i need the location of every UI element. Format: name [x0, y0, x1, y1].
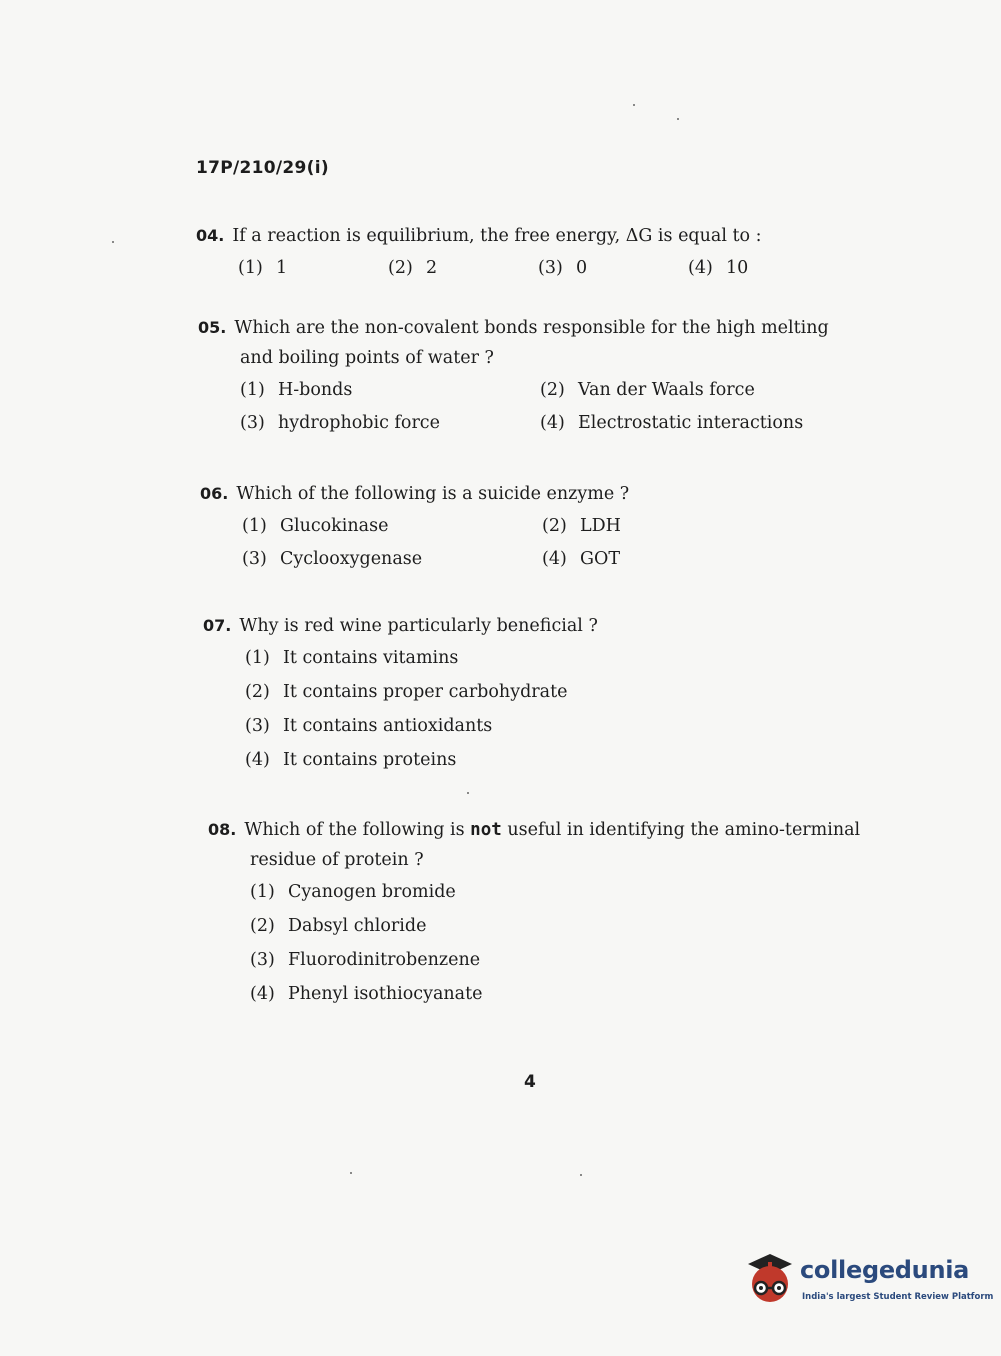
question-number: 04. [196, 226, 225, 245]
option-1: (1) Glucokinase [242, 516, 389, 536]
scan-speck [467, 792, 469, 794]
scan-speck [633, 104, 635, 106]
options [240, 380, 840, 433]
question-text: Which are the non-covalent bonds responsible for the high melting [234, 318, 829, 338]
question-05 [198, 318, 840, 446]
question-number: 08. [208, 820, 237, 839]
option-3: (3) Cyclooxygenase [242, 549, 423, 569]
question-07 [203, 616, 598, 784]
mascot-icon [740, 1250, 802, 1312]
option-1: (1) 1 [238, 258, 288, 278]
option-4: (4) 10 [688, 258, 749, 278]
option-3: (3) hydrophobic force [240, 413, 440, 433]
options [250, 882, 860, 1004]
option-1: (1) H-bonds [240, 380, 353, 400]
option-3: (3) It contains antioxidants [245, 716, 493, 736]
scan-speck [580, 1174, 582, 1176]
emphasis-not: not [470, 820, 502, 840]
question-text: Why is red wine particularly beneficial ? [239, 616, 598, 636]
scan-speck [350, 1172, 352, 1174]
scan-speck [112, 241, 114, 243]
option-1: (1) It contains vitamins [245, 648, 459, 668]
options [238, 258, 838, 278]
question-number: 07. [203, 616, 232, 635]
question-text-continued: residue of protein ? [250, 850, 424, 870]
question-08 [208, 820, 860, 1018]
page-number: 4 [524, 1072, 536, 1092]
options [245, 648, 598, 770]
question-text: If a reaction is equilibrium, the free energy, ΔG is equal to : [232, 226, 762, 246]
question-number: 06. [200, 484, 229, 503]
option-2: (2) Van der Waals force [540, 380, 755, 400]
question-text: Which of the following is not useful in identifying the amino-terminal [244, 820, 861, 840]
scan-speck [677, 118, 679, 120]
question-06 [200, 484, 842, 582]
option-2: (2) Dabsyl chloride [250, 916, 427, 936]
question-04 [196, 226, 838, 278]
option-3: (3) Fluorodinitrobenzene [250, 950, 481, 970]
option-4: (4) Electrostatic interactions [540, 413, 804, 433]
option-4: (4) Phenyl isothiocyanate [250, 984, 483, 1004]
option-2: (2) 2 [388, 258, 438, 278]
option-4: (4) GOT [542, 549, 620, 569]
collegedunia-logo [740, 1250, 994, 1320]
question-text-continued: and boiling points of water ? [240, 348, 494, 368]
option-2: (2) LDH [542, 516, 621, 536]
question-number: 05. [198, 318, 227, 337]
paper-code: 17P/210/29(i) [196, 158, 329, 178]
question-text: Which of the following is a suicide enzyme ? [236, 484, 630, 504]
option-1: (1) Cyanogen bromide [250, 882, 456, 902]
option-2: (2) It contains proper carbohydrate [245, 682, 568, 702]
brand-tagline: India's largest Student Review Platform [802, 1292, 994, 1302]
option-4: (4) It contains proteins [245, 750, 457, 770]
options [242, 516, 842, 569]
brand-name: collegedunia [800, 1256, 970, 1284]
option-3: (3) 0 [538, 258, 588, 278]
